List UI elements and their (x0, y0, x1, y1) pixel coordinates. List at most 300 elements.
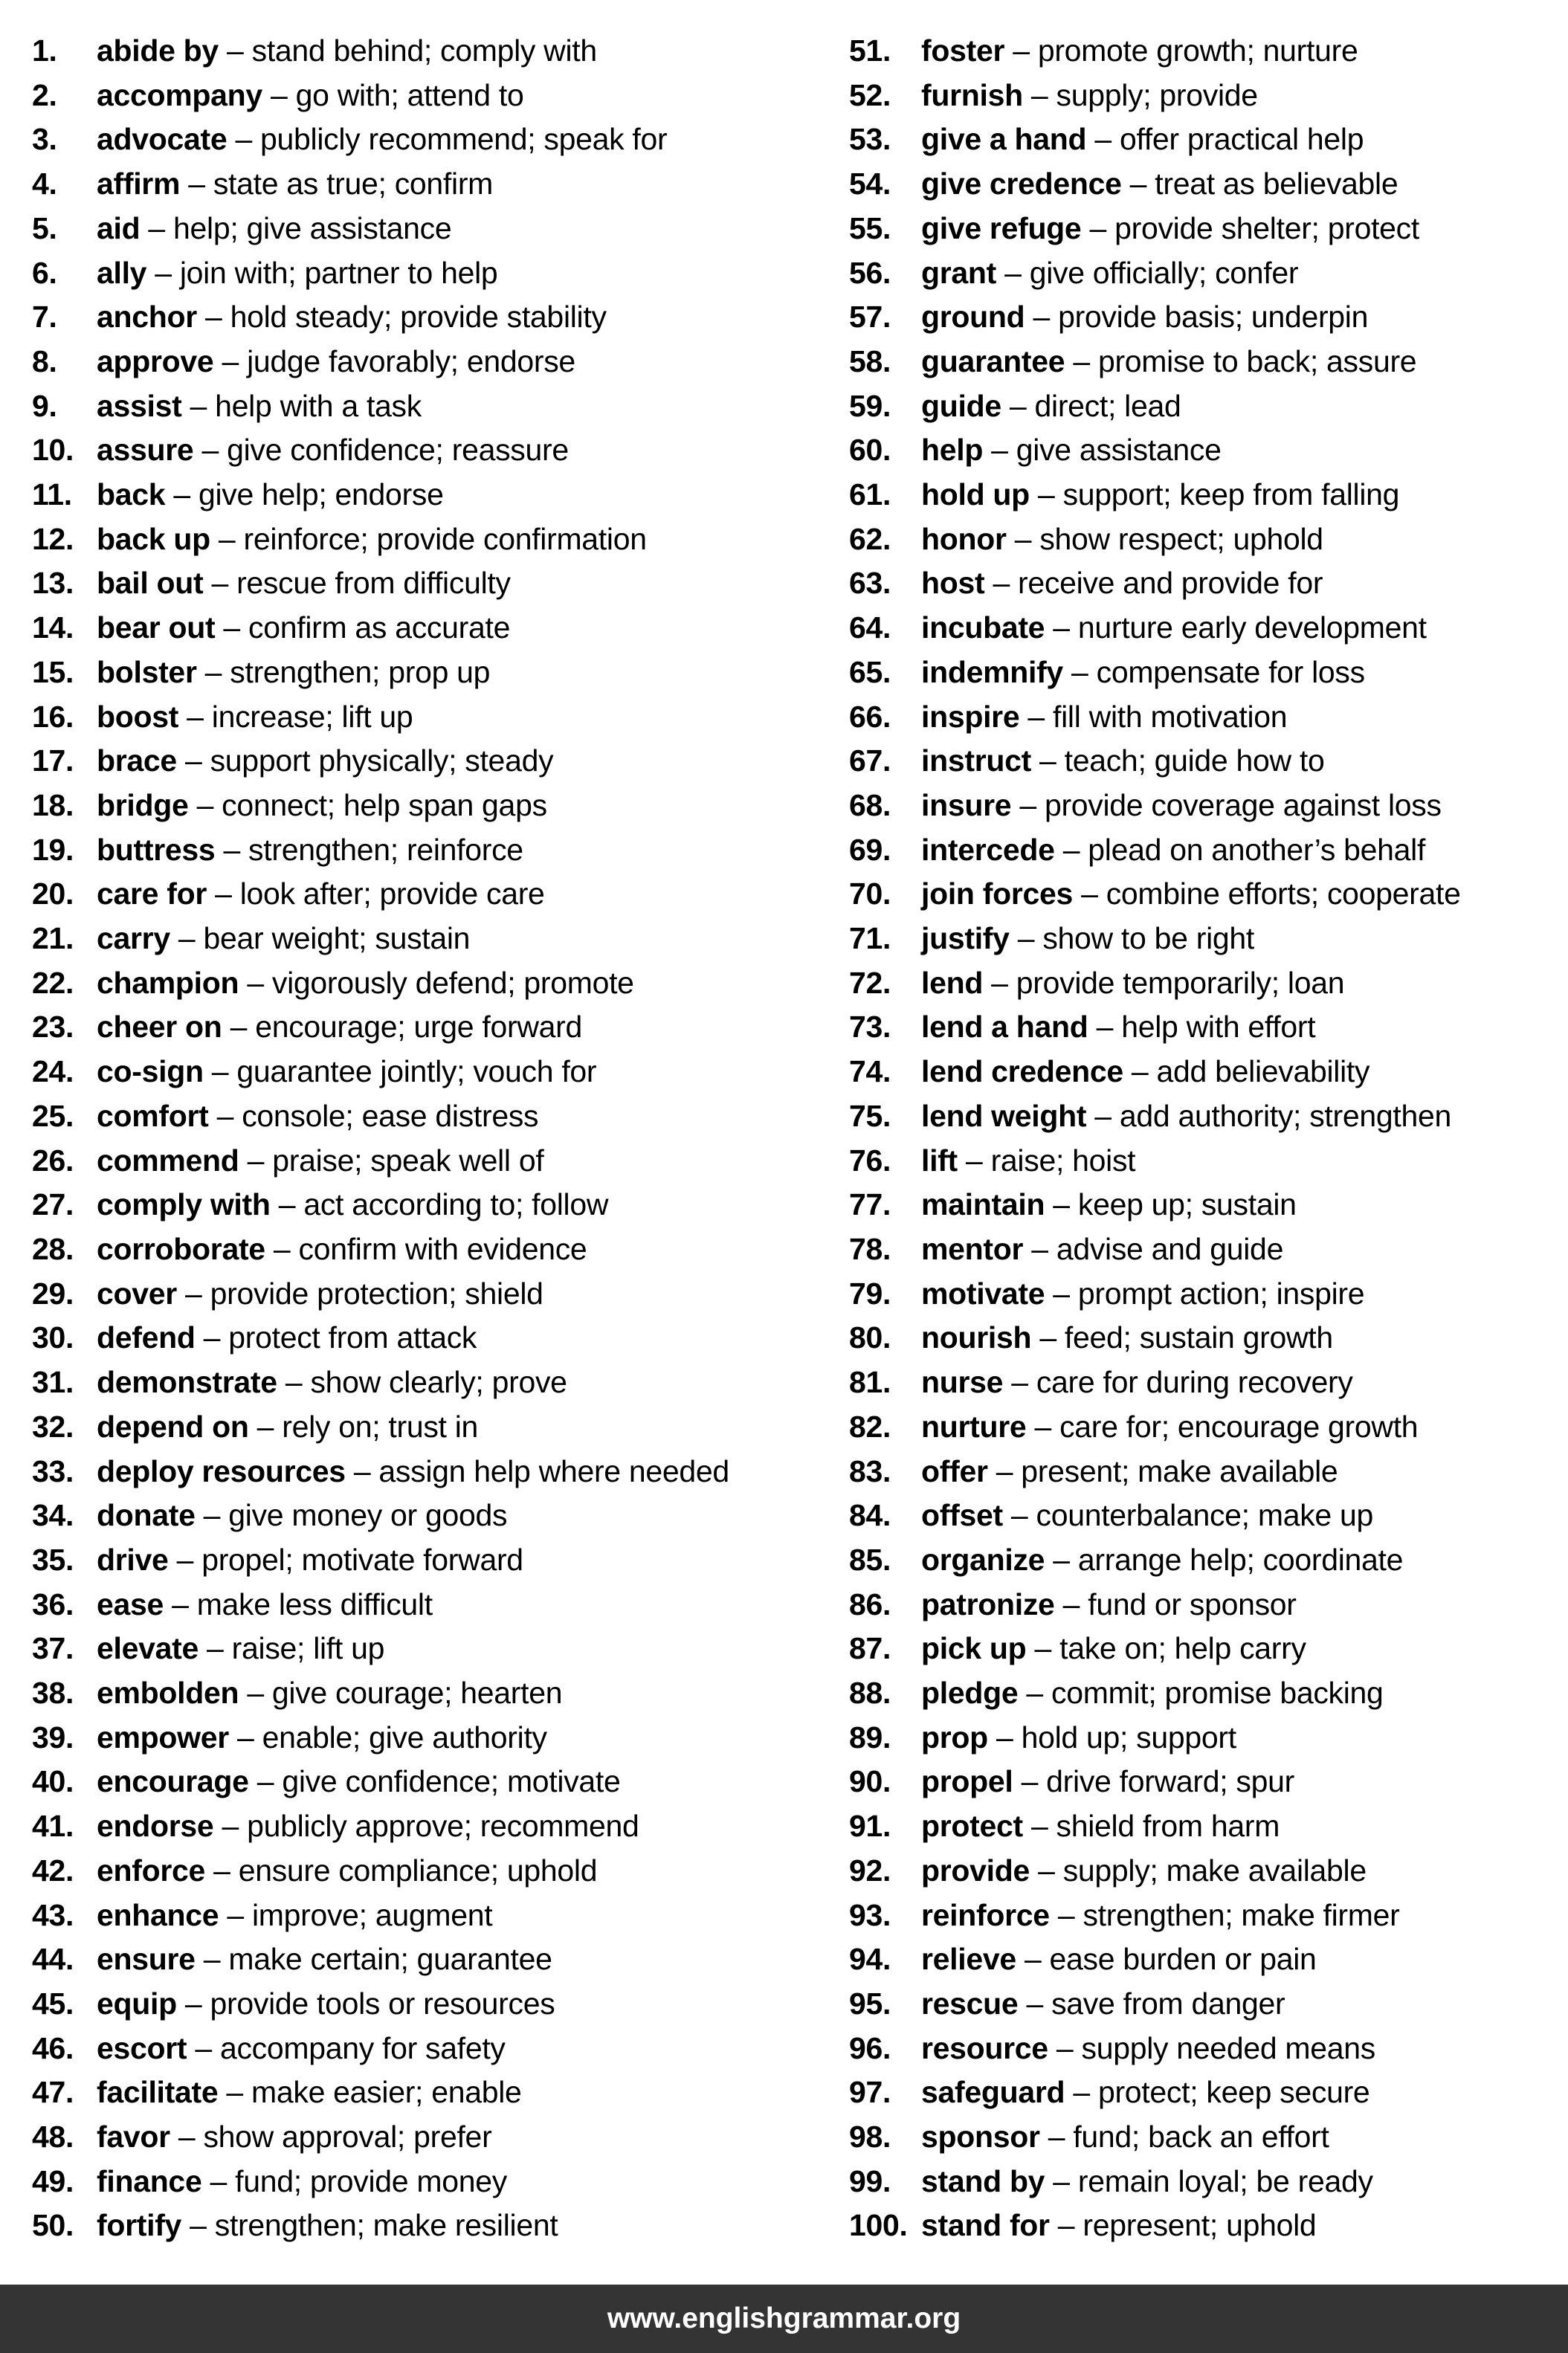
list-item (849, 473, 1568, 517)
item-term: relieve (921, 1942, 1016, 1977)
item-number: 3. (32, 122, 57, 157)
item-number: 11. (32, 477, 72, 512)
item-separator: – (218, 33, 252, 68)
list-item (32, 1849, 784, 1894)
list-item (849, 1405, 1568, 1450)
item-term: grant (921, 255, 997, 290)
list-item (849, 1183, 1568, 1227)
item-term: embolden (97, 1676, 239, 1711)
item-separator: – (1030, 1853, 1063, 1888)
list-item (849, 117, 1568, 162)
item-definition: make less difficult (196, 1587, 433, 1621)
list-item (32, 1272, 784, 1317)
item-separator: – (239, 1676, 272, 1711)
item-separator: – (203, 1054, 237, 1089)
item-definition: strengthen; prop up (230, 654, 491, 689)
item-separator: – (1018, 1676, 1052, 1711)
item-term: corroborate (97, 1231, 265, 1266)
item-separator: – (1121, 167, 1155, 201)
item-separator: – (181, 388, 216, 423)
item-separator: – (207, 877, 240, 911)
list-item (32, 1671, 784, 1716)
item-term: abide by (97, 33, 219, 68)
item-term: ensure (97, 1942, 196, 1977)
item-separator: – (165, 477, 199, 512)
item-definition: give assistance (1016, 433, 1222, 468)
item-term: lend a hand (921, 1010, 1088, 1045)
item-separator: – (195, 1320, 229, 1355)
item-separator: – (277, 1365, 311, 1400)
list-item (849, 828, 1568, 873)
item-separator: – (1013, 1764, 1047, 1799)
item-separator: – (1030, 743, 1065, 778)
list-item (32, 162, 784, 207)
item-term: inspire (921, 699, 1020, 734)
item-separator: – (1004, 33, 1038, 68)
item-separator: – (140, 210, 174, 245)
item-term: lend (921, 965, 984, 1000)
item-definition: console; ease distress (242, 1098, 539, 1133)
item-term: depend on (97, 1409, 249, 1444)
item-definition: give officially; confer (1029, 255, 1299, 290)
item-number: 36. (32, 1587, 74, 1621)
item-term: commend (97, 1143, 239, 1178)
item-number: 93. (849, 1897, 891, 1932)
item-term: aid (97, 210, 141, 245)
item-term: lift (921, 1143, 958, 1178)
item-term: ally (97, 255, 147, 290)
item-definition: strengthen; make resilient (214, 2208, 558, 2243)
item-separator: – (170, 921, 204, 956)
item-term: instruct (921, 743, 1031, 778)
item-term: demonstrate (97, 1365, 277, 1400)
item-number: 19. (32, 832, 74, 867)
item-number: 1. (32, 33, 57, 68)
item-term: safeguard (921, 2075, 1065, 2110)
list-item (849, 1760, 1568, 1804)
item-separator: – (1026, 1631, 1060, 1666)
item-number: 18. (32, 787, 74, 822)
item-separator: – (210, 521, 244, 556)
item-definition: reinforce; provide confirmation (243, 521, 647, 556)
item-separator: – (1011, 787, 1045, 822)
item-term: nurture (921, 1409, 1027, 1444)
list-item (32, 251, 784, 296)
item-number: 66. (849, 699, 891, 734)
item-term: boost (97, 699, 179, 734)
item-definition: guarantee jointly; vouch for (236, 1054, 597, 1089)
item-term: provide (921, 1853, 1030, 1888)
item-number: 53. (849, 122, 891, 157)
item-term: drive (97, 1542, 169, 1577)
item-number: 58. (849, 343, 891, 378)
item-definition: help with a task (215, 388, 422, 423)
item-term: carry (97, 921, 170, 956)
list-item (849, 2160, 1568, 2204)
item-separator: – (196, 654, 230, 689)
item-number: 70. (849, 877, 891, 911)
item-term: lend credence (921, 1054, 1123, 1089)
item-number: 45. (32, 1986, 74, 2021)
item-term: comply with (97, 1187, 271, 1222)
item-separator: – (1026, 1409, 1060, 1444)
item-definition: rely on; trust in (282, 1409, 479, 1444)
list-item (849, 1894, 1568, 1938)
list-item (849, 74, 1568, 118)
item-definition: improve; augment (251, 1897, 493, 1932)
list-item (849, 784, 1568, 828)
item-separator: – (168, 1542, 202, 1577)
item-definition: encourage; urge forward (255, 1010, 583, 1045)
item-definition: give confidence; reassure (227, 433, 569, 468)
item-number: 49. (32, 2163, 74, 2198)
item-number: 61. (849, 477, 891, 512)
list-item (32, 1050, 784, 1094)
item-separator: – (215, 610, 249, 645)
item-definition: provide basis; underpin (1058, 300, 1369, 335)
item-separator: – (219, 1897, 252, 1932)
item-separator: – (205, 1853, 239, 1888)
list-item (32, 1405, 784, 1450)
item-separator: – (996, 255, 1030, 290)
item-number: 68. (849, 787, 891, 822)
item-separator: – (1025, 300, 1059, 335)
item-term: escort (97, 2030, 187, 2065)
item-number: 22. (32, 965, 74, 1000)
item-term: lend weight (921, 1098, 1087, 1133)
item-term: pledge (921, 1676, 1019, 1711)
item-number: 63. (849, 566, 891, 601)
list-item (849, 428, 1568, 473)
item-term: honor (921, 521, 1007, 556)
list-item (849, 1139, 1568, 1184)
list-item (849, 1627, 1568, 1671)
list-item (32, 739, 784, 784)
item-separator: – (178, 699, 212, 734)
item-separator: – (1045, 610, 1078, 645)
item-definition: remain loyal; be ready (1077, 2163, 1373, 2198)
item-separator: – (195, 1498, 229, 1533)
item-number: 84. (849, 1498, 891, 1533)
item-separator: – (176, 1986, 210, 2021)
list-item (32, 2204, 784, 2248)
item-term: hold up (921, 477, 1030, 512)
item-number: 59. (849, 388, 891, 423)
item-term: foster (921, 33, 1005, 68)
item-number: 30. (32, 1320, 74, 1355)
item-separator: – (170, 2120, 204, 2155)
list-item (32, 784, 784, 828)
item-term: enforce (97, 1853, 206, 1888)
footer-bar (0, 2285, 1568, 2353)
list-item (849, 517, 1568, 562)
item-separator: – (176, 1276, 210, 1311)
item-number: 60. (849, 433, 891, 468)
item-definition: go with; attend to (295, 77, 524, 112)
item-term: nurse (921, 1365, 1004, 1400)
item-term: affirm (97, 167, 181, 201)
list-item (32, 917, 784, 961)
item-definition: give courage; hearten (271, 1676, 563, 1711)
item-number: 12. (32, 521, 74, 556)
list-item (849, 961, 1568, 1006)
list-item (32, 1316, 784, 1361)
item-separator: – (987, 1453, 1022, 1488)
item-definition: offer practical help (1119, 122, 1364, 157)
item-term: anchor (97, 300, 197, 335)
list-item (32, 1538, 784, 1583)
item-number: 92. (849, 1853, 891, 1888)
item-definition: provide protection; shield (210, 1276, 543, 1311)
list-item (849, 251, 1568, 296)
item-term: finance (97, 2163, 202, 2198)
item-separator: – (164, 1587, 197, 1621)
list-item (849, 1094, 1568, 1139)
item-definition: praise; speak well of (272, 1143, 544, 1178)
list-item (849, 1716, 1568, 1760)
item-number: 44. (32, 1942, 74, 1977)
list-item (32, 1094, 784, 1139)
item-definition: teach; guide how to (1064, 743, 1325, 778)
list-item (32, 1583, 784, 1627)
list-item (849, 207, 1568, 251)
item-number: 5. (32, 210, 57, 245)
item-separator: – (181, 2208, 215, 2243)
item-definition: nurture early development (1077, 610, 1427, 645)
item-term: brace (97, 743, 177, 778)
list-item (849, 1005, 1568, 1050)
item-separator: – (248, 1764, 283, 1799)
item-separator: – (1045, 1187, 1078, 1222)
item-separator: – (146, 255, 180, 290)
item-definition: show to be right (1042, 921, 1254, 956)
item-number: 48. (32, 2120, 74, 2155)
item-separator: – (957, 1143, 991, 1178)
item-separator: – (1023, 1231, 1056, 1266)
item-number: 75. (849, 1098, 891, 1133)
list-item (32, 1982, 784, 2027)
item-term: guide (921, 388, 1001, 423)
item-term: facilitate (97, 2075, 219, 2110)
item-number: 13. (32, 566, 74, 601)
item-number: 28. (32, 1231, 74, 1266)
item-separator: – (1045, 1276, 1078, 1311)
item-separator: – (1018, 1986, 1052, 2021)
list-item (32, 561, 784, 606)
item-term: give a hand (921, 122, 1087, 157)
list-item (32, 651, 784, 695)
item-number: 69. (849, 832, 891, 867)
list-item (849, 1227, 1568, 1272)
item-number: 85. (849, 1542, 891, 1577)
list-item (32, 1804, 784, 1849)
item-term: intercede (921, 832, 1055, 867)
item-separator: – (198, 1631, 232, 1666)
item-definition: provide temporarily; loan (1016, 965, 1345, 1000)
list-item (849, 1937, 1568, 1982)
list-item (32, 1450, 784, 1494)
item-definition: vigorously defend; promote (271, 965, 634, 1000)
item-number: 2. (32, 77, 57, 112)
item-definition: give help; endorse (198, 477, 444, 512)
list-item (849, 29, 1568, 74)
item-number: 21. (32, 921, 74, 956)
item-number: 31. (32, 1365, 74, 1400)
item-term: back (97, 477, 166, 512)
item-definition: ensure compliance; uphold (238, 1853, 598, 1888)
list-item (32, 1937, 784, 1982)
item-term: mentor (921, 1231, 1024, 1266)
list-item (32, 1894, 784, 1938)
list-item (849, 606, 1568, 651)
list-item (849, 917, 1568, 961)
item-term: offset (921, 1498, 1003, 1533)
list-item (32, 2070, 784, 2115)
item-separator: – (1029, 477, 1063, 512)
item-definition: combine efforts; cooperate (1106, 877, 1461, 911)
list-item (32, 1005, 784, 1050)
item-term: join forces (921, 877, 1074, 911)
item-definition: save from danger (1051, 1986, 1285, 2021)
item-definition: commit; promise backing (1051, 1676, 1384, 1711)
item-number: 43. (32, 1897, 74, 1932)
item-number: 4. (32, 167, 57, 201)
item-separator: – (265, 1231, 299, 1266)
list-item (32, 1227, 784, 1272)
item-number: 50. (32, 2208, 74, 2243)
item-term: give refuge (921, 210, 1082, 245)
item-number: 17. (32, 743, 74, 778)
item-separator: – (1049, 1897, 1083, 1932)
item-term: rescue (921, 1986, 1019, 2021)
item-separator: – (180, 167, 213, 201)
item-term: approve (97, 343, 214, 378)
item-term: organize (921, 1542, 1045, 1577)
item-term: maintain (921, 1187, 1045, 1222)
list-item (849, 1583, 1568, 1627)
item-definition: raise; hoist (990, 1143, 1136, 1178)
item-definition: add authority; strengthen (1119, 1098, 1451, 1133)
item-definition: act according to; follow (303, 1187, 609, 1222)
list-item (849, 1982, 1568, 2027)
list-item (849, 561, 1568, 606)
item-definition: take on; help carry (1059, 1631, 1306, 1666)
item-number: 97. (849, 2075, 891, 2110)
item-separator: – (1048, 2030, 1082, 2065)
item-term: indemnify (921, 654, 1063, 689)
item-number: 67. (849, 743, 891, 778)
item-separator: – (239, 1143, 273, 1178)
item-number: 81. (849, 1365, 891, 1400)
item-definition: support; keep from falling (1062, 477, 1400, 512)
item-separator: – (1073, 877, 1106, 911)
list-item (849, 872, 1568, 917)
item-separator: – (1022, 1809, 1056, 1844)
item-definition: rescue from difficulty (236, 566, 511, 601)
list-item (849, 1538, 1568, 1583)
list-item (849, 1272, 1568, 1317)
item-term: offer (921, 1453, 988, 1488)
item-definition: present; make available (1021, 1453, 1338, 1488)
item-term: deploy resources (97, 1453, 346, 1488)
item-term: furnish (921, 77, 1023, 112)
item-separator: – (1086, 1098, 1120, 1133)
item-definition: counterbalance; make up (1036, 1498, 1374, 1533)
item-number: 56. (849, 255, 891, 290)
list-item (849, 1361, 1568, 1405)
item-definition: strengthen; reinforce (248, 832, 523, 867)
item-separator: – (213, 1809, 248, 1844)
item-definition: provide shelter; protect (1114, 210, 1419, 245)
item-number: 27. (32, 1187, 74, 1222)
item-separator: – (187, 2030, 220, 2065)
item-number: 82. (849, 1409, 891, 1444)
item-definition: feed; sustain growth (1064, 1320, 1333, 1355)
list-item (849, 1316, 1568, 1361)
item-number: 32. (32, 1409, 74, 1444)
item-separator: – (1054, 832, 1088, 867)
item-term: enhance (97, 1897, 219, 1932)
item-term: motivate (921, 1276, 1045, 1311)
list-item (849, 739, 1568, 784)
item-definition: fund or sponsor (1088, 1587, 1297, 1621)
list-item (32, 695, 784, 740)
item-definition: hold up; support (1021, 1720, 1236, 1755)
item-term: prop (921, 1720, 988, 1755)
list-item (32, 1716, 784, 1760)
item-number: 35. (32, 1542, 74, 1577)
item-term: pick up (921, 1631, 1027, 1666)
item-definition: care for during recovery (1036, 1365, 1353, 1400)
item-separator: – (1049, 2208, 1083, 2243)
list-item (32, 207, 784, 251)
item-definition: publicly recommend; speak for (260, 122, 668, 157)
item-definition: confirm as accurate (248, 610, 511, 645)
item-number: 6. (32, 255, 57, 290)
item-number: 95. (849, 1986, 891, 2021)
item-term: defend (97, 1320, 196, 1355)
list-item (849, 1804, 1568, 1849)
item-term: bolster (97, 654, 197, 689)
item-separator: – (1009, 921, 1043, 956)
list-item (32, 29, 784, 74)
website-url: www.englishgrammar.org (607, 2302, 961, 2334)
list-item (849, 384, 1568, 429)
list-item (32, 606, 784, 651)
item-term: fortify (97, 2208, 182, 2243)
item-definition: represent; uphold (1083, 2208, 1317, 2243)
item-definition: hold steady; provide stability (230, 300, 607, 335)
list-item (32, 872, 784, 917)
item-separator: – (1065, 2075, 1098, 2110)
item-definition: supply; provide (1056, 77, 1258, 112)
item-term: endorse (97, 1809, 214, 1844)
item-separator: – (1123, 1054, 1157, 1089)
item-number: 90. (849, 1764, 891, 1799)
item-term: buttress (97, 832, 216, 867)
item-number: 57. (849, 300, 891, 335)
item-number: 62. (849, 521, 891, 556)
item-definition: fund; provide money (235, 2163, 507, 2198)
item-number: 65. (849, 654, 891, 689)
item-term: encourage (97, 1764, 249, 1799)
item-definition: provide tools or resources (210, 1986, 555, 2021)
list-item (32, 2027, 784, 2071)
list-item (849, 2115, 1568, 2160)
item-definition: compensate for loss (1096, 654, 1365, 689)
item-term: elevate (97, 1631, 199, 1666)
list-item (32, 2115, 784, 2160)
